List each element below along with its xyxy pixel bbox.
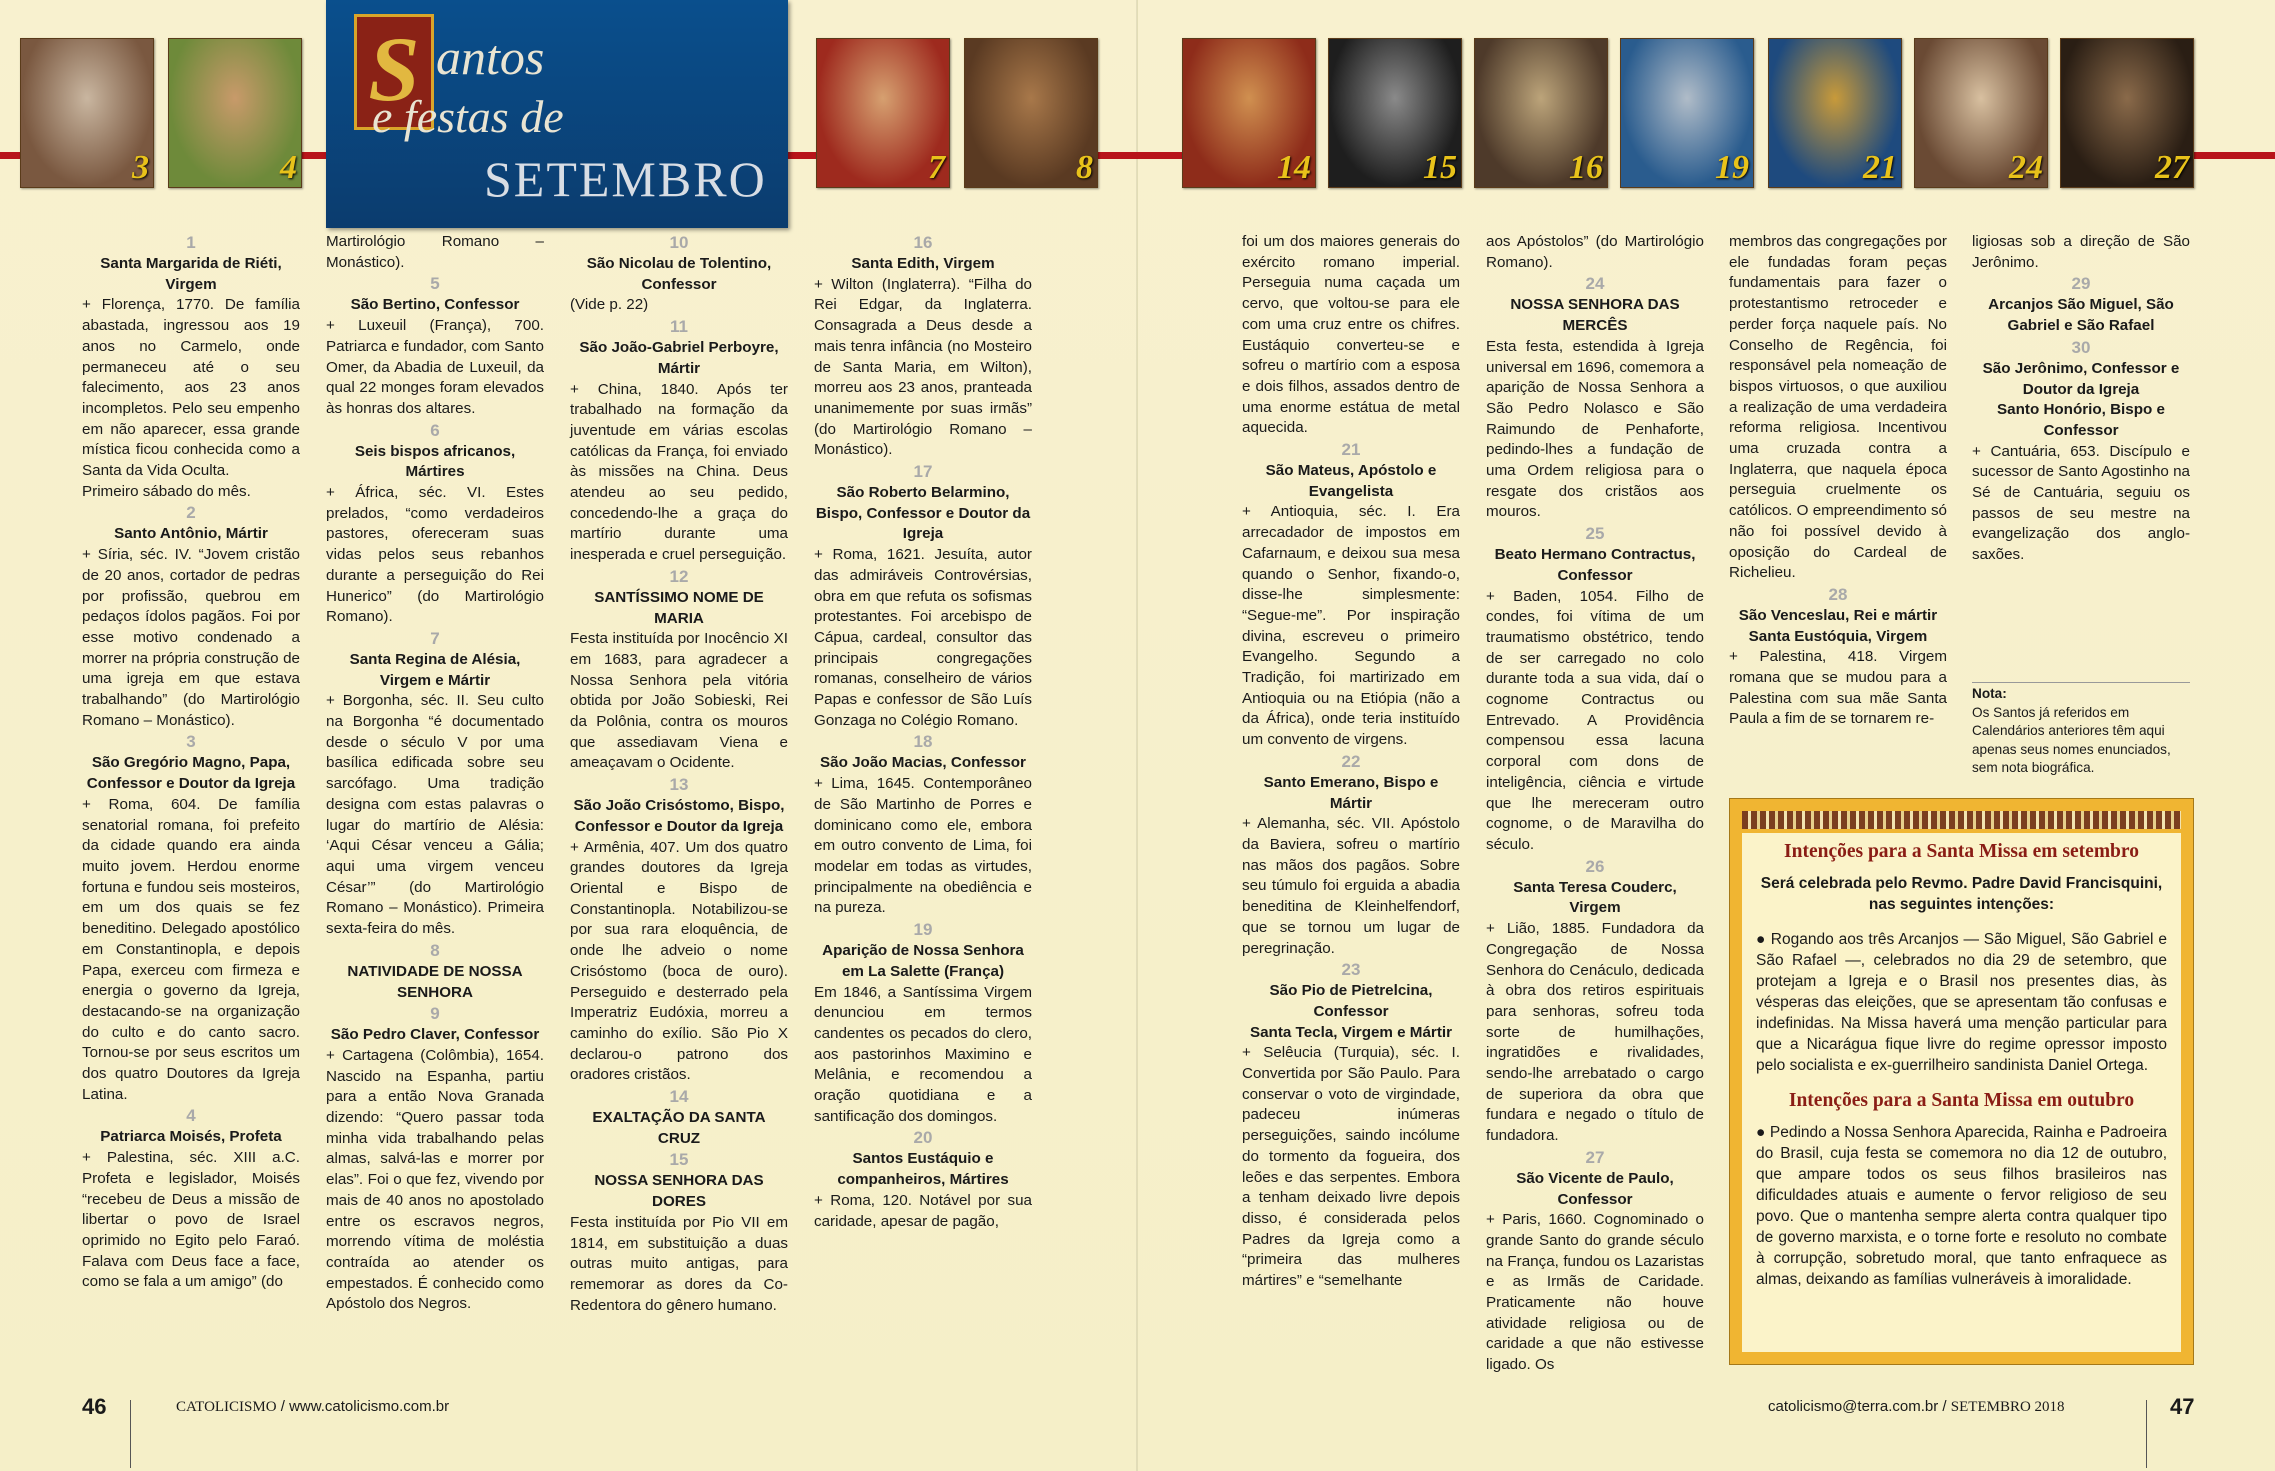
saint-description: Festa instituída por Pio VII em 1814, em substituição a duas outras muito antigas, para rememorar as dores da Co-Redentora do gênero humano.: [570, 1213, 788, 1314]
saint-description: + Cantuária, 653. Discípulo e sucessor de Santo Agostinho na Sé de Cantuária, seguiu os passos de seu mestre na evangelização dos anglo-saxões.: [1972, 442, 2190, 564]
magazine-name: CATOLICISMO: [176, 1399, 277, 1415]
saint-description: + Antioquia, séc. I. Era arrecadador de impostos em Cafarnaum, e deixou sua mesa quando o Senhor, fixando-o, disse-lhe simplesmente: “Segue-me”. Por inspiração divina, escreveu o primeiro Evangelho. Segundo a Tradição, foi martirizado em Antioquia ou na Etiópia (não a da África), onde teria instituído um convento de virgens.: [1242, 503, 1460, 749]
saint-description: ligiosas sob a direção de São Jerônimo.: [1972, 233, 2190, 271]
saint-name: Santa Tecla, Virgem e Mártir: [1249, 1023, 1453, 1041]
saint-description: + Roma, 120. Notável por sua caridade, apesar de pagão,: [814, 1191, 1032, 1230]
saint-image: [816, 38, 950, 188]
column-4: [814, 232, 1032, 1232]
saint-day-number: 24: [2009, 149, 2043, 186]
saint-name: São Gregório Magno, Papa, Confessor e Doutor da Igreja: [86, 754, 296, 793]
saint-name: Aparição de Nossa Senhora em La Salette (França): [822, 942, 1024, 980]
saint-description: + Síria, séc. IV. “Jovem cristão de 20 anos, cortador de pedras por profissão, quebrou em pedaços ídolos pagãos. Foi por esse motivo condenado a morrer na própria construção de uma igreja em que estava trabalhando” (do Martirológio Romano – Monástico).: [82, 546, 300, 729]
day-number: 17: [913, 462, 933, 482]
saint-description: + Luxeuil (França), 700. Patriarca e fundador, com Santo Omer, da Abadia de Luxeuil, da qual 22 monges foram elevados às honras dos altares.: [326, 317, 544, 417]
header-rule: [302, 152, 326, 159]
saint-name: São Pedro Claver, Confessor: [330, 1026, 540, 1044]
saint-day-number: 16: [1569, 149, 1603, 186]
saint-description: + África, séc. VI. Estes prelados, “como verdadeiros pastores, ofereceram suas vidas pelos seus rebanhos durante a perseguição do Rei Hunerico” (do Martirológio Romano).: [326, 484, 544, 626]
saint-description: + Roma, 1621. Jesuíta, autor das admiráveis Controvérsias, obra em que refuta os sofismas protestantes. Foi arcebispo de Cápua, cardeal, consultor das principais congregações romanas, conselheiro de vários Papas e confessor de São Luís Gonzaga no Colégio Romano.: [814, 546, 1032, 729]
issue-date: SETEMBRO 2018: [1950, 1399, 2065, 1415]
saint-name: Santos Eustáquio e companheiros, Mártires: [837, 1150, 1009, 1189]
saint-description: + Borgonha, séc. II. Seu culto na Borgonha “é documentado desde o século V por uma basílica edificada sobre seu sarcófago. Uma tradição designa com estas palavras o lugar do martírio de Alésia: ‘Aqui César venceu a Gália; aqui uma virgem venceu César’” (do Martirológio Romano – Monástico). Primeira sexta-feira do mês.: [326, 692, 544, 938]
day-number: 26: [1585, 856, 1605, 876]
saint-name: Santa Margarida de Riéti, Virgem: [100, 255, 282, 293]
saint-description: foi um dos maiores generais do exército romano imperial. Perseguia numa caçada um cervo, que voltou-se para ele com uma cruz entre os chifres. Eustáquio converteu-se e sofreu o martírio com a esposa e dois filhos, assados dentro de uma enorme estátua de metal aquecida.: [1242, 233, 1460, 437]
footer-right: [1768, 1398, 2065, 1416]
saint-name: São Pio de Pietrelcina, Confessor: [1269, 982, 1433, 1020]
day-number: 20: [913, 1128, 933, 1148]
title-line1: antos: [436, 29, 545, 85]
saint-description: Festa instituída por Inocêncio XI em 1683, para agradecer a Nossa Senhora pela vitória obtida por João Sobieski, Rei da Polônia, contra os mouros que assediavam Viena e ameaçavam o Ocidente.: [570, 630, 788, 772]
saint-name: Santo Emerano, Bispo e Mártir: [1263, 773, 1439, 812]
day-number: 19: [913, 920, 933, 940]
note: [1972, 682, 2190, 778]
header-rule: [1094, 152, 1182, 159]
title-initial: S: [354, 14, 434, 130]
saint-description: + Selêucia (Turquia), séc. I. Convertida por São Paulo. Para conservar o voto de virgindade, padeceu inúmeras perseguições, saindo incólume do tormento da fogueira, dos leões e das serpentes. Embora a tenham deixado livre depois disso, é considerada pelos Padres da Igreja como a “primeira das mulheres mártires” e “semelhante: [1242, 1044, 1460, 1290]
day-number: 25: [1585, 524, 1605, 544]
page-number-left: 46: [82, 1394, 107, 1419]
saint-name: EXALTAÇÃO DA SANTA CRUZ: [592, 1109, 766, 1147]
day-number: 10: [669, 233, 689, 252]
day-number: 13: [669, 775, 689, 795]
magazine-url[interactable]: / www.catolicismo.com.br: [280, 1398, 450, 1415]
saint-name: São João Crisóstomo, Bispo, Confessor e Doutor da Igreja: [573, 797, 785, 835]
day-number: 6: [430, 420, 440, 440]
mass-intentions-box: [1729, 798, 2194, 1365]
saint-description: + Alemanha, séc. VII. Apóstolo da Baviera, sofreu o martírio nas mãos dos pagãos. Sobre seu túmulo foi erguida a abadia beneditina de Kleinhelfendorf, que se tornou um lugar de peregrinação.: [1242, 815, 1460, 957]
saint-name: São Mateus, Apóstolo e Evangelista: [1265, 462, 1437, 500]
day-number: 1: [186, 233, 196, 252]
saint-name: São João-Gabriel Perboyre, Mártir: [579, 339, 779, 377]
saint-name: Santa Eustóquia, Virgem: [1748, 627, 1928, 645]
saint-name: Beato Hermano Contractus, Confessor: [1494, 546, 1696, 584]
saint-description: + Florença, 1770. De família abastada, ingressou aos 19 anos no Carmelo, onde permaneceu até o seu falecimento, aos 23 anos incompletos. Pelo seu empenho em não aparecer, essa grande mística ficou conhecida como a Santa da Vida Oculta.: [82, 296, 300, 480]
saint-name: Santa Regina de Alésia, Virgem e Mártir: [349, 650, 521, 689]
saint-image: [20, 38, 154, 188]
title-line2: e festas de: [372, 91, 564, 142]
saint-image: [1328, 38, 1462, 188]
saint-description: + Roma, 604. De família senatorial romana, foi prefeito da cidade quando era ainda muito jovem. Herdou enorme fortuna e fundou seis mosteiros, em um dos quais se fez beneditino. Delegado apostólico em Constantinopla, e depois Papa, exerceu com firmeza e energia o governo da Igreja, destacando-se na organização do culto e do canto sacro. Tornou-se por seus escritos um dos quatro Doutores da Igreja Latina.: [82, 795, 300, 1103]
day-number: 4: [186, 1106, 196, 1126]
saint-description: + Baden, 1054. Filho de condes, foi vítima de um traumatismo obstétrico, tendo de ser carregado no colo durante toda a sua vida, daí o cognome Contractus ou Entrevado. A Providência compensou essa lacuna corporal com dons de inteligência, ciência e virtude que lhe mereceram outro cognome, o de Maravilha do século.: [1486, 587, 1704, 853]
saint-day-number: 27: [2155, 149, 2189, 186]
saint-day-number: 14: [1277, 149, 1311, 186]
footer-rule: [2146, 1400, 2147, 1468]
day-number: 29: [2071, 274, 2091, 294]
header-rule: [2192, 152, 2275, 159]
day-number: 15: [669, 1150, 689, 1170]
saint-description: + Paris, 1660. Cognominado o grande Santo do grande século na França, fundou os Lazaristas e as Irmãs de Caridade. Praticamente não houve atividade religiosa ou de caridade a que não estivesse ligado. Os: [1486, 1211, 1704, 1374]
saint-description: + Wilton (Inglaterra). “Filha do Rei Edgar, da Inglaterra. Consagrada a Deus desde a mais tenra infância (no Mosteiro de Santa Maria, em Wilton), morreu aos 23 anos, prantеada unanimemente por suas irmãs” (do Martirológio Romano – Monástico).: [814, 275, 1032, 459]
footer-left: [176, 1398, 449, 1416]
saint-description: + Lião, 1885. Fundadora da Congregação de Nossa Senhora do Cenáculo, dedicada à obra dos retiros espirituais para senhoras, sofreu toda sorte de humilhações, ingratidões e rivalidades, sendo-lhe arrebatado o cargo de superiora da obra que fundara e negado o título de fundadora.: [1486, 920, 1704, 1145]
saint-name: São Roberto Belarmino, Bispo, Confessor e Doutor da Igreja: [815, 484, 1031, 543]
saint-name: NOSSA SENHORA DAS MERCÊS: [1510, 296, 1680, 335]
saint-name: SANTÍSSIMO NOME DE MARIA: [594, 588, 764, 627]
column-7: [1729, 232, 1947, 730]
day-number: 28: [1828, 584, 1848, 604]
intentions-october-heading: Intenções para a Santa Missa em outubro: [1788, 1090, 2135, 1111]
saint-image: [2060, 38, 2194, 188]
saint-day-number: 8: [1076, 149, 1093, 186]
day-number: 18: [913, 732, 933, 752]
saint-description: Primeiro sábado do mês.: [82, 482, 251, 500]
column-6: [1486, 232, 1704, 1376]
saint-name: Santa Teresa Couderc, Virgem: [1513, 878, 1677, 917]
saint-name: Santo Antônio, Mártir: [114, 525, 268, 543]
saint-image: [1620, 38, 1754, 188]
saint-name: NATIVIDADE DE NOSSA SENHORA: [347, 962, 523, 1001]
saint-name: NOSSA SENHORA DAS DORES: [594, 1172, 764, 1211]
saint-name: Arcanjos São Miguel, São Gabriel e São Rafael: [1988, 296, 2174, 335]
header-rule: [0, 152, 20, 159]
footer-rule: [130, 1400, 131, 1468]
saint-image: [1768, 38, 1902, 188]
column-3: [570, 232, 788, 1316]
mass-intentions-content: [1742, 833, 2181, 1352]
saint-day-number: 15: [1423, 149, 1457, 186]
saint-day-number: 4: [280, 149, 297, 186]
header-rule: [788, 152, 816, 159]
intentions-september-heading: Intenções para a Santa Missa em setembro: [1784, 841, 2139, 862]
saint-day-number: 3: [132, 149, 149, 186]
saint-description: Martirológio Romano – Monástico).: [326, 233, 544, 271]
saint-image: [168, 38, 302, 188]
ornament-band: [1742, 811, 2181, 829]
saint-name: Santa Edith, Virgem: [851, 255, 995, 272]
day-number: 16: [913, 233, 933, 252]
page-number-right: 47: [2170, 1394, 2195, 1419]
note-label: Nota:: [1972, 686, 2007, 701]
saint-description: membros das congregações por ele fundadas foram peças fundamentais para fazer o protestantismo retroceder e perder força naquele país. No Conselho de Regência, foi responsável pela nomeação de bispos virtuosos, o que auxiliou a realização de uma verdadeira reforma religiosa. Incentivou uma cruzada contra a Inglaterra, que naquela época perseguia cruelmente os católicos. O empreendimento só não foi possível devido à oposição do Cardeal de Richelieu.: [1729, 233, 1947, 582]
note-text: Os Santos já referidos em Calendários anteriores têm aqui apenas seus nomes enunciados, sem nota biográfica.: [1972, 704, 2171, 775]
saint-image: [964, 38, 1098, 188]
day-number: 30: [2071, 337, 2091, 357]
day-number: 27: [1585, 1147, 1605, 1167]
day-number: 8: [430, 940, 440, 960]
saint-name: São Bertino, Confessor: [350, 296, 520, 314]
saint-description: + Palestina, séc. XIII a.C. Profeta e legislador, Moisés “recebeu de Deus a missão de libertar o povo de Israel oprimido no Egito pelo Faraó. Falava com Deus face a face, como se fala a um amigo” (do: [82, 1149, 300, 1291]
saint-image: [1914, 38, 2048, 188]
intentions-september-text: ● Rogando aos três Arcanjos — São Miguel, São Gabriel e São Rafael —, celebrados no dia 29 de setembro, que protejam a Igreja e o Brasil nos presentes dias, às vésperas das eleições, que se apresentam tão confusas e indefinidas. Na Missa haverá uma menção particular para que a Nicarágua fique livre do regime opressor imposto pelo socialista e ex-guerrilheiro sandinista Daniel Ortega.: [1756, 931, 2167, 1074]
saint-name: São João Macias, Confessor: [820, 754, 1026, 772]
day-number: 14: [669, 1087, 689, 1107]
saint-description: (Vide p. 22): [570, 296, 649, 314]
saint-description: + Armênia, 407. Um dos quatro grandes doutores da Igreja Oriental e Bispo de Constantinopla. Notabilizou-se por sua rara eloquência, de onde lhe adveio o nome Crisóstomo (boca de ouro). Perseguido e desterrado pela Imperatriz Eudóxia, morreu a caminho do exílio. São Pio X declarou-o patrono dos oradores cristãos.: [570, 838, 788, 1084]
saint-description: + Lima, 1645. Contemporâneo de São Martinho de Porres e dominicano como ele, embora em outro convento de Lima, foi modelar em todas as virtudes, principalmente na obediência e na pureza.: [814, 775, 1032, 917]
column-1: [82, 232, 300, 1293]
day-number: 5: [430, 274, 440, 294]
column-5: [1242, 232, 1460, 1292]
day-number: 12: [669, 566, 689, 586]
saint-day-number: 7: [928, 149, 945, 186]
day-number: 24: [1585, 274, 1605, 294]
saint-image: [1474, 38, 1608, 188]
saint-description: Esta festa, estendida à Igreja universal em 1696, comemora a aparição de Nossa Senhora a São Pedro Nolasco e São Raimundo de Penhaforte, pedindo-lhes a fundação de uma Ordem religiosa para o resgate dos cristãos aos mouros.: [1486, 337, 1704, 521]
saint-name: Santo Honório, Bispo e Confessor: [1997, 401, 2165, 439]
magazine-email[interactable]: catolicismo@terra.com.br /: [1768, 1398, 1947, 1415]
saint-name: São Vicente de Paulo, Confessor: [1516, 1169, 1674, 1208]
day-number: 23: [1341, 960, 1361, 980]
saint-day-number: 21: [1863, 149, 1897, 186]
page-title: [326, 0, 788, 228]
saint-description: + Cartagena (Colômbia), 1654. Nascido na Espanha, partiu para a então Nova Granada dizendo: “Quero passar toda minha vida trabalhando pelas almas, salvá-las e morrer por elas”. Foi o que fez, vivendo por mais de 40 anos no apostolado entre os escravos negros, morrendo vítima de moléstia contraída ao atender os empestados. É conhecido como Apóstolo dos Negros.: [326, 1046, 544, 1313]
saint-name: Patriarca Moisés, Profeta: [100, 1128, 282, 1146]
day-number: 21: [1341, 440, 1361, 460]
saint-description: + Palestina, 418. Virgem romana que se mudou para a Palestina com sua mãe Santa Paula a fim de se tornarem re-: [1729, 648, 1947, 728]
saint-name: São Nicolau de Tolentino, Confessor: [586, 255, 772, 293]
day-number: 3: [186, 732, 196, 752]
saint-name: São Venceslau, Rei e mártir: [1738, 606, 1938, 624]
saint-name: Seis bispos africanos, Mártires: [354, 442, 516, 481]
saint-description: Em 1846, a Santíssima Virgem denunciou em termos candentes os pecados do clero, aos pastorinhos Maximino e Melânia, e recomendou a oração quotidiana e a santificação dos domingos.: [814, 983, 1032, 1125]
saint-description: aos Apóstolos” (do Martirológio Romano).: [1486, 233, 1704, 271]
day-number: 22: [1341, 751, 1361, 771]
intentions-october-text: ● Pedindo a Nossa Senhora Aparecida, Rainha e Padroeira do Brasil, cuja festa se comemora no dia 12 de outubro, que ampare todos os seus filhos brasileiros nas dificuldades atuais e aumente o fervor religioso de seu povo. Que o mantenha sempre alerta contra qualquer tipo de governo marxista, e o torne forte e resoluto no combate à corrupção, sobretudo moral, que tanto enfraquece as almas, deixando as famílias vulneráveis à imoralidade.: [1756, 1124, 2167, 1288]
day-number: 9: [430, 1004, 440, 1024]
column-8: [1972, 232, 2190, 566]
saint-name: São Jerônimo, Confessor e Doutor da Igreja: [1982, 359, 2180, 398]
spine: [1136, 0, 1138, 1471]
intentions-lead: Será celebrada pelo Revmo. Padre David Francisquini, nas seguintes intenções:: [1760, 875, 2163, 913]
day-number: 11: [670, 317, 688, 337]
day-number: 7: [430, 628, 440, 648]
saint-image: [1182, 38, 1316, 188]
saint-description: + China, 1840. Após ter trabalhado na formação da juventude em várias escolas católicas da França, foi enviado às missões na China. Deus atendeu ao seu pedido, concedendo-lhe a graça do martírio durante uma inesperada e cruel perseguição.: [570, 380, 788, 564]
day-number: 2: [186, 503, 196, 523]
saint-day-number: 19: [1715, 149, 1749, 186]
title-line3: SETEMBRO: [484, 151, 767, 207]
column-2: [326, 232, 544, 1315]
